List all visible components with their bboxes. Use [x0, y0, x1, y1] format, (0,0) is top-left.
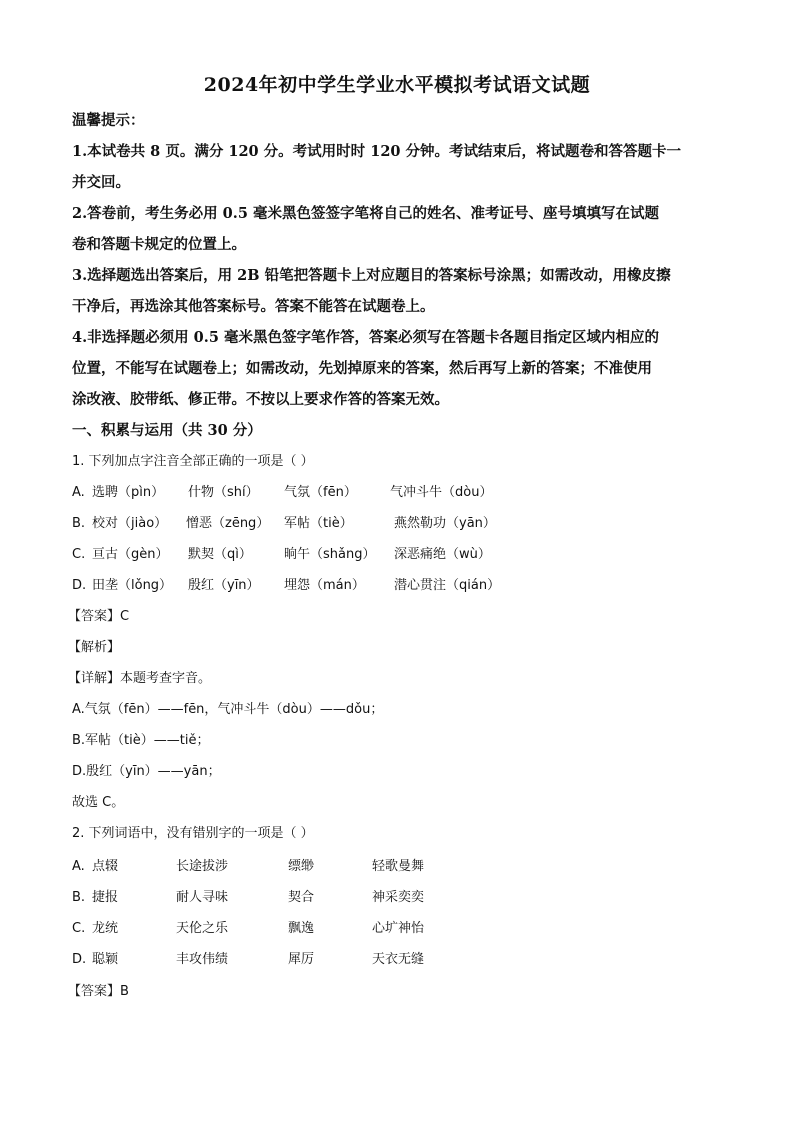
q1-explain-line: B.军帖（tiè）——tiě； [72, 733, 210, 748]
notice-line: 2.答卷前，考生务必用 0.5 毫米黑色签签字笔将自己的姓名、准考证号、座号填填写在试题 [72, 205, 659, 222]
q1-explain-line: D.殷红（yīn）——yān； [72, 764, 221, 779]
notice-block [72, 105, 722, 446]
notice-line: 位置，不能写在试题卷上；如需改动，先划掉原来的答案，然后再写上新的答案；不准使用 [72, 360, 652, 377]
answer-value: B [120, 984, 129, 999]
q1-answer [68, 601, 718, 632]
q1-explain-line: A.气氛（fēn）——fēn，气冲斗牛（dòu）——dǒu； [72, 702, 384, 717]
answer-label: 【答案】 [68, 609, 121, 624]
q1-detail [68, 663, 718, 694]
question-1-stem: 1. 下列加点字注音全部正确的一项是（ ） [72, 454, 314, 469]
notice-line: 并交回。 [72, 174, 130, 191]
notice-line: 涂改液、胶带纸、修正带。不按以上要求作答的答案无效。 [72, 391, 449, 408]
notice-line: 1.本试卷共 8 页。满分 120 分。考试用时时 120 分钟。考试结束后，将试题卷和答答题卡一 [72, 143, 682, 160]
document-page: 2024年初中学生学业水平模拟考试语文试题 温馨提示： 1.本试卷共 8 页。满分 120 分。考试用时时 120 分钟。考试结束后，将试题卷和答答题卡一 并交回。 2.答卷前，考生务必用 0.5 毫米黑色签签字笔将自己的姓名、准考证号、座号填填写在试题 卷和答题卡规定的位置上。 3.选择题选出答案后，用 2B 铅笔把答题卡上对应题目的答案标号涂黑；如需改动，用橡皮擦 干净后，再选涂其他答案标号。答案不能答在试题卷上。 4.非选择题必须用 0.5 毫米黑色签字笔作答，答案必须写在答题卡各题目指定区域内相应的 位置，不能写在试题卷上；如需改动，先划掉原来的答案，然后再写上新的答案；不准使用 涂改液、胶带纸、修正带。不按以上要求作答的答案无效。 一、积累与运用（共 30 分） 1. 下列加点字注音全部正确的一项是（ ） A. 选聘（pìn） 什物（shí） 气氛（fēn） 气冲斗牛（dòu） B. 校对（jiào） 憎恶（zēng） 军帖（tiè） 燕然勒功（yān） C. 亘古（gèn） 默契（qì） 晌午（shǎng） 深恶痛绝（wù） D. 田垄（lǒng） 殷红（yīn） 埋怨（mán） 潜心贯注（qián） 【答案】C 【解析】 【详解】本题考查字音。 A.气氛（fēn）——fēn，气冲斗牛（dòu）——dǒu； B.军帖（tiè）——tiě； D.殷红（yīn）——yān； 故选 C。 2. 下列词语中，没有错别字的一项是（ ） A. 点辍 长途拔涉 缥缈 轻歌曼舞 B. 捷报 耐人寻味 契合 神采奕奕 C. 龙统 天伦之乐 飘逸 心圹神怡 D. 聪颖 丰攻伟绩 犀厉 天衣无缝 【答案】B [0, 0, 794, 1123]
question-2-stem: 2. 下列词语中，没有错别字的一项是（ ） [72, 826, 314, 841]
page-title: 2024年初中学生学业水平模拟考试语文试题 [203, 74, 591, 96]
notice-line: 4.非选择题必须用 0.5 毫米黑色签字笔作答，答案必须写在答题卡各题目指定区域内相应的 [72, 329, 659, 346]
notice-line: 干净后，再选涂其他答案标号。答案不能答在试题卷上。 [72, 298, 435, 315]
notice-heading: 温馨提示： [72, 112, 145, 129]
notice-line: 卷和答题卡规定的位置上。 [72, 236, 246, 253]
detail-text: 本题考查字音。 [120, 671, 212, 686]
notice-line: 3.选择题选出答案后，用 2B 铅笔把答题卡上对应题目的答案标号涂黑；如需改动，用橡皮擦 [72, 267, 671, 284]
section-heading: 一、积累与运用（共 30 分） [72, 422, 262, 439]
detail-label: 【详解】 [68, 671, 121, 686]
q1-analysis-label: 【解析】 [68, 640, 121, 655]
answer-value: C [120, 609, 130, 624]
q2-answer [68, 976, 718, 1007]
answer-label: 【答案】 [68, 984, 121, 999]
q1-explain-line: 故选 C。 [72, 795, 125, 810]
